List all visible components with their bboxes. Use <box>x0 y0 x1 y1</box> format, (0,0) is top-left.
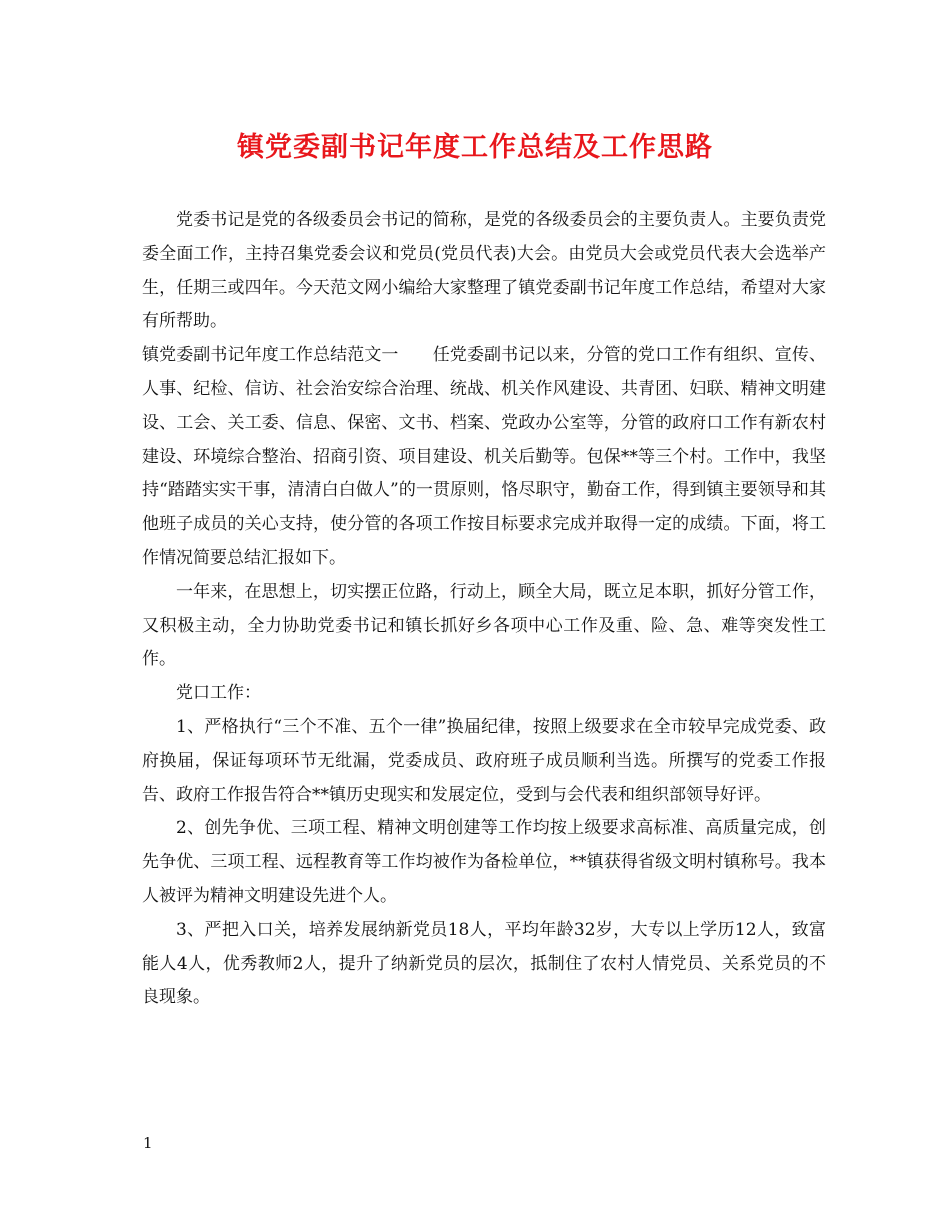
page-number: 1 <box>143 1134 153 1152</box>
document-title: 镇党委副书记年度工作总结及工作思路 <box>237 132 713 163</box>
section-heading-party-work: 党口工作： <box>176 683 261 704</box>
paragraph-item-3: 3、严把入口关，培养发展纳新党员18人，平均年龄32岁，大专以上学历12人，致富能人4人，优秀教师2人，提升了纳新党员的层次，抵制住了农村人情党员、关系党员的不良现象。 <box>142 919 826 1008</box>
document-body <box>142 204 826 1015</box>
paragraph-item-2: 2、创先争优、三项工程、精神文明创建等工作均按上级要求高标准、高质量完成，创先争优、三项工程、远程教育等工作均被作为备检单位，**镇获得省级文明村镇称号。我本人被评为精神文明建设先进个人。 <box>142 818 826 906</box>
paragraph-sample-one: 镇党委副书记年度工作总结范文一 任党委副书记以来，分管的党口工作有组织、宣传、人事、纪检、信访、社会治安综合治理、统战、机关作风建设、共青团、妇联、精神文明建设、工会、关工委、信息、保密、文书、档案、党政办公室等，分管的政府口工作有新农村建设、环境综合整治、招商引资、项目建设、机关后勤等。包保**等三个村。工作中，我坚持“踏踏实实干事，清清白白做人”的一贯原则，恪尽职守，勤奋工作，得到镇主要领导和其他班子成员的关心支持，使分管的各项工作按目标要求完成并取得一定的成绩。下面，将工作情况简要总结汇报如下。 <box>142 345 826 568</box>
paragraph-overview: 一年来，在思想上，切实摆正位路，行动上，顾全大局，既立足本职，抓好分管工作，又积极主动，全力协助党委书记和镇长抓好乡各项中心工作及重、险、急、难等突发性工作。 <box>142 581 826 670</box>
paragraph-item-1: 1、严格执行“三个不准、五个一律”换届纪律，按照上级要求在全市较早完成党委、政府换届，保证每项环节无纰漏，党委成员、政府班子成员顺利当选。所撰写的党委工作报告、政府工作报告符合**镇历史现实和发展定位，受到与会代表和组织部领导好评。 <box>142 716 826 805</box>
paragraph-intro: 党委书记是党的各级委员会书记的简称，是党的各级委员会的主要负责人。主要负责党委全面工作，主持召集党委会议和党员(党员代表)大会。由党员大会或党员代表大会选举产生，任期三或四年。今天范文网小编给大家整理了镇党委副书记年度工作总结，希望对大家有所帮助。 <box>142 210 826 332</box>
